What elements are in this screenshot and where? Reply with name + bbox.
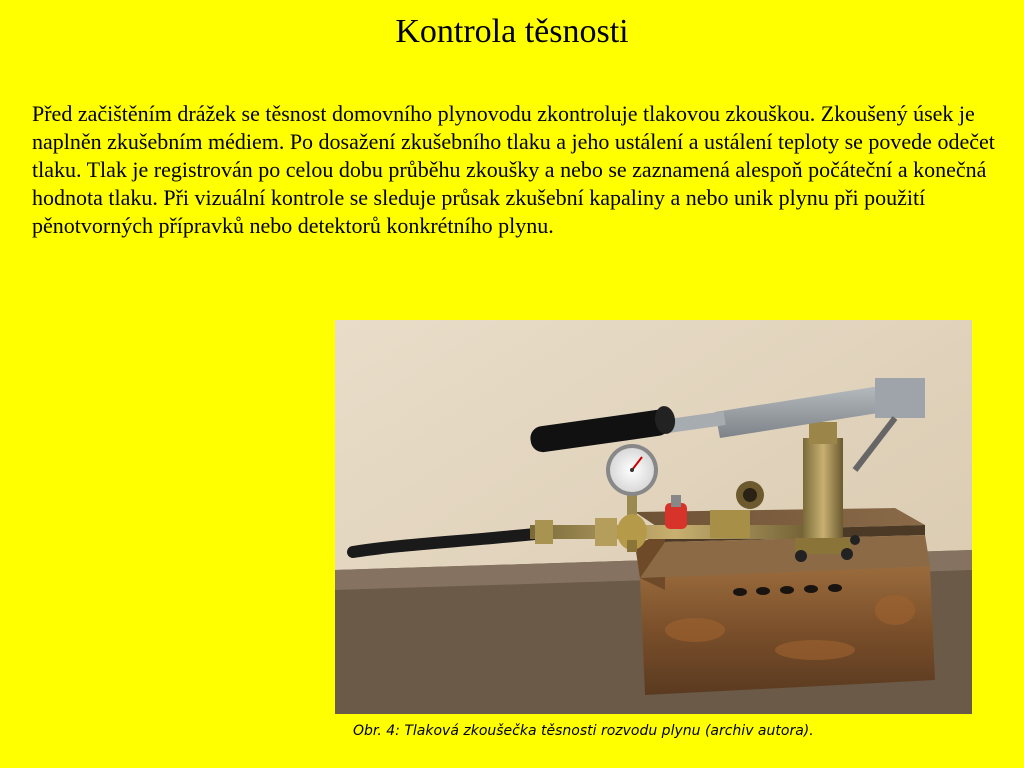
slide-body-text: Před začištěním drážek se těsnost domovního plynovodu zkontroluje tlakovou zkouškou. Zkoušený úsek je naplněn zkušebním médiem. Po dosažení zkušebního tlaku a jeho ustálení a ustálení teploty se povede odečet tlaku. Tlak je registrován po celou dobu průběhu zkoušky a nebo se zaznamená alespoň počáteční a konečná hodnota tlaku. Při vizuální kontrole se sleduje průsak zkušební kapaliny a nebo unik plynu při použití pěnotvorných přípravků nebo detektorů konkrétního plynu. [32,101,995,238]
pressure-tester-photo [335,320,972,714]
hand-pressure-pump-icon [335,320,972,714]
photo-caption: Obr. 4: Tlaková zkoušečka těsnosti rozvodu plynu (archiv autora). [353,723,814,739]
slide-title: Kontrola těsnosti [395,13,629,50]
